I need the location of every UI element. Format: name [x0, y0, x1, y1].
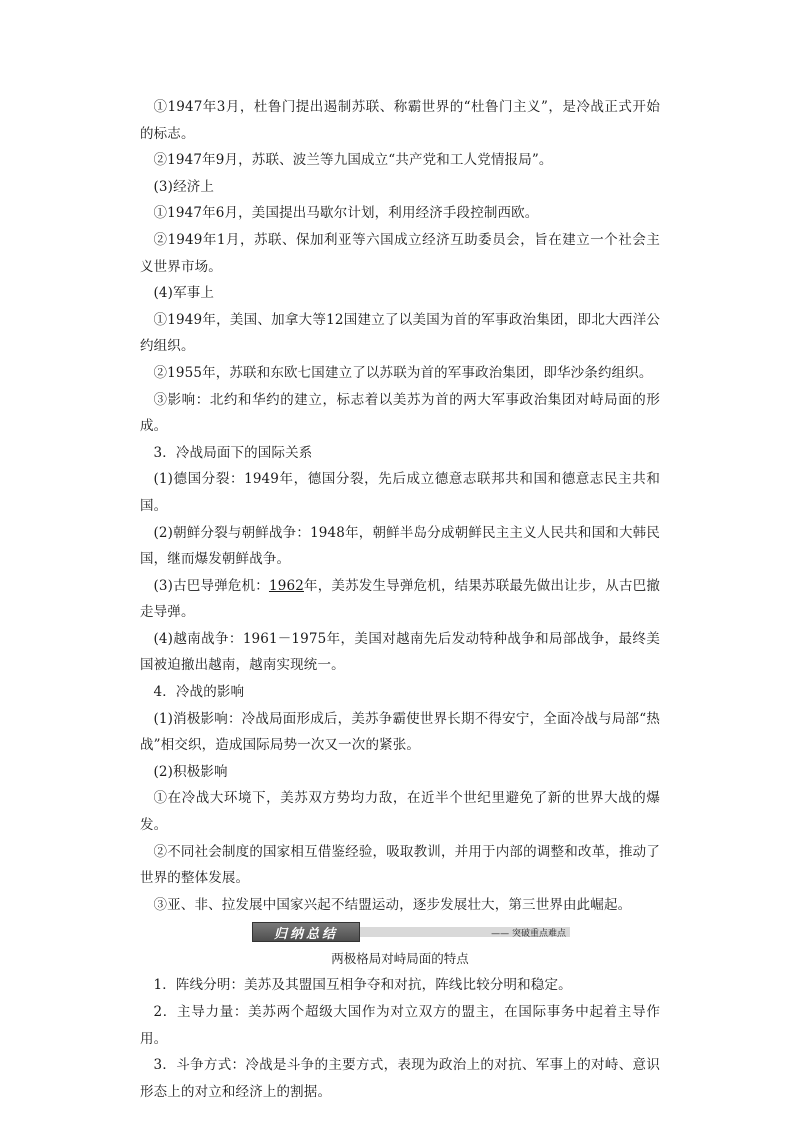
- paragraph-truman-doctrine: ①1947年3月，杜鲁门提出遏制苏联、称霸世界的“杜鲁门主义”，是冷战正式开始的标志。: [140, 99, 660, 142]
- paragraph-warsaw-pact: ②1955年，苏联和东欧七国建立了以苏联为首的军事政治集团，即华沙条约组织。: [153, 364, 653, 381]
- paragraph-military-impact: ③影响：北约和华约的建立，标志着以美苏为首的两大军事政治集团对峙局面的形成。: [140, 391, 660, 435]
- summary-title: 两极格局对峙局面的特点: [331, 951, 469, 967]
- paragraph-marshall-plan: ①1947年6月，美国提出马歇尔计划，利用经济手段控制西欧。: [153, 205, 539, 222]
- paragraph-positive-1: ①在冷战大环境下，美苏双方势均力敌，在近半个世纪里避免了新的世界大战的爆发。: [140, 790, 660, 834]
- paragraph-positive-2: ②不同社会制度的国家相互借鉴经验，吸取教训，并用于内部的调整和改革，推动了世界的整体发展。: [140, 843, 660, 887]
- heading-military: (4)军事上: [153, 285, 215, 302]
- summary-banner-rule: [360, 927, 570, 937]
- paragraph-positive-3: ③亚、非、拉发展中国家兴起不结盟运动，逐步发展壮大，第三世界由此崛起。: [153, 896, 632, 913]
- heading-positive-impact: (2)积极影响: [153, 763, 228, 780]
- paragraph-cominform: ②1947年9月，苏联、波兰等九国成立“共产党和工人党情报局”。: [153, 152, 553, 169]
- summary-item: 3．斗争方式：冷战是斗争的主要方式，表现为政治上的对抗、军事上的对峙、意识形态上的对立和经济上的割据。: [140, 1057, 660, 1100]
- paragraph-comecon: ②1949年1月，苏联、保加利亚等六国成立经济互助委员会，旨在建立一个社会主义世界市场。: [140, 231, 660, 275]
- paragraph-vietnam-war: (4)越南战争：1961－1975年，美国对越南先后发动特种战争和局部战争，最终美国被迫撤出越南，越南实现统一。: [140, 630, 660, 674]
- heading-cold-war-impact: 4．冷战的影响: [153, 684, 245, 701]
- summary-banner-subtitle: —— 突破重点难点: [491, 928, 566, 939]
- heading-economic: (3)经济上: [153, 178, 215, 195]
- cuban-crisis-label: (3)古巴导弹危机：: [153, 577, 269, 594]
- paragraph-germany-division: (1)德国分裂：1949年，德国分裂，先后成立德意志联邦共和国和德意志民主共和国。: [140, 471, 660, 514]
- cuban-crisis-year: 1962: [268, 577, 304, 594]
- paragraph-cuban-missile-crisis: [140, 573, 660, 626]
- summary-banner-title: 归纳总结: [273, 926, 338, 942]
- summary-banner: [252, 922, 570, 942]
- cuban-crisis-text: 年，美苏发生导弹危机，结果苏联最先做出让步，从古巴撤走导弹。: [140, 577, 660, 621]
- summary-banner-title-box: [252, 922, 360, 942]
- paragraph-korean-war: (2)朝鲜分裂与朝鲜战争：1948年，朝鲜半岛分成朝鲜民主主义人民共和国和大韩民国，继而爆发朝鲜战争。: [140, 524, 660, 568]
- paragraph-negative-impact: (1)消极影响：冷战局面形成后，美苏争霸使世界长期不得安宁，全面冷战与局部“热战”相交织，造成国际局势一次又一次的紧张。: [140, 710, 660, 754]
- summary-item: 1．阵线分明：美苏及其盟国互相争夺和对抗，阵线比较分明和稳定。: [153, 977, 572, 994]
- document-page: [140, 94, 660, 1105]
- summary-item: 2．主导力量：美苏两个超级大国作为对立双方的盟主，在国际事务中起着主导作用。: [140, 1004, 660, 1047]
- paragraph-nato: ①1949年，美国、加拿大等12国建立了以美国为首的军事政治集团，即北大西洋公约组织。: [140, 311, 660, 355]
- heading-international-relations: 3．冷战局面下的国际关系: [153, 444, 313, 461]
